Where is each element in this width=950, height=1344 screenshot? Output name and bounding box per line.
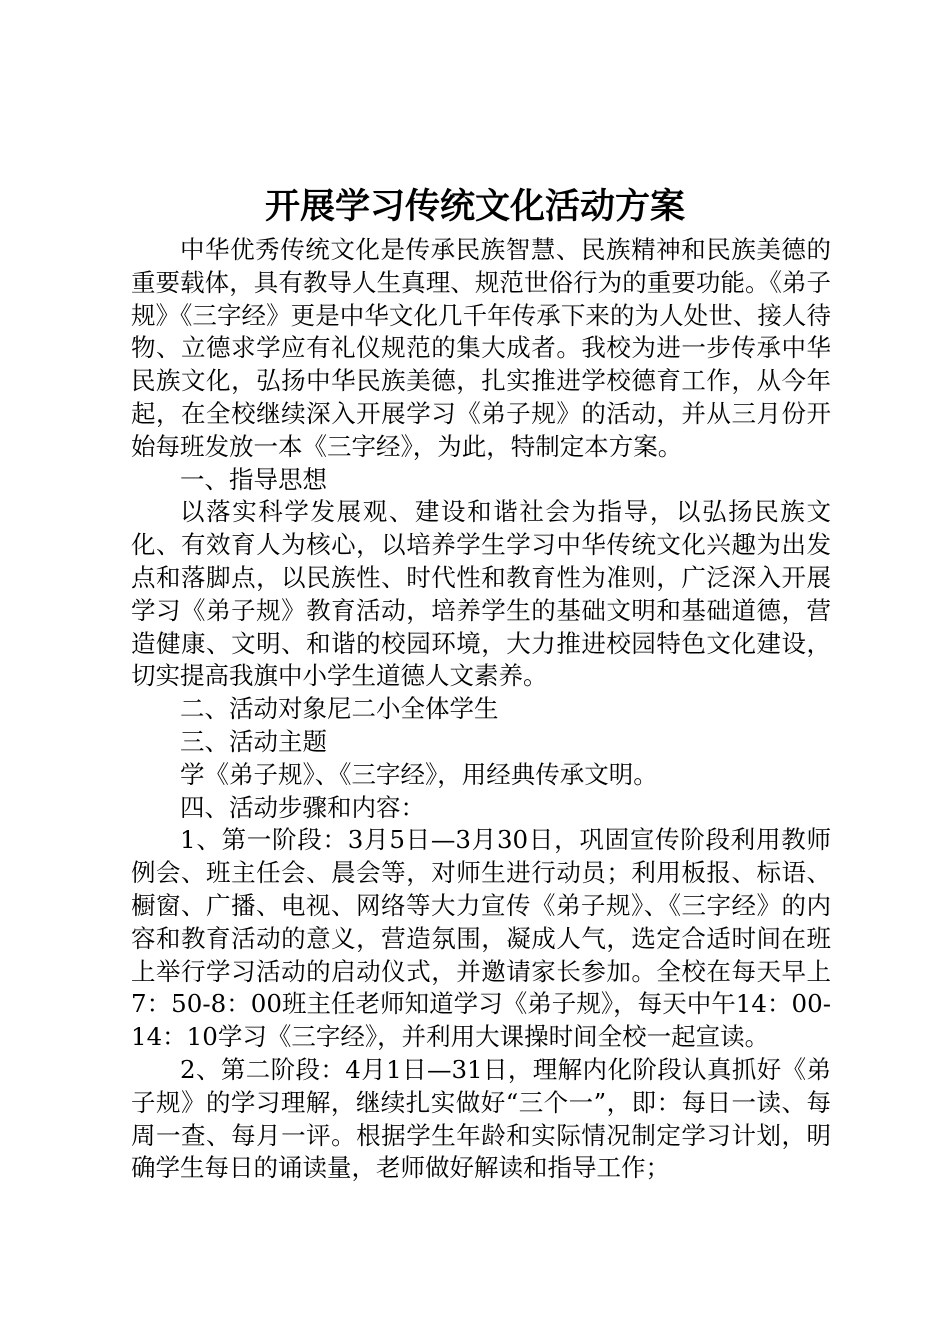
paragraph-activity-theme: 学《弟子规》、《三字经》，用经典传承文明。 (180, 759, 658, 789)
paragraph-intro: 中华优秀传统文化是传承民族智慧、民族精神和民族美德的重要载体，具有教导人生真理、规范世俗行为的重要功能。《弟子规》《三字经》更是中华文化几千年传承下来的为人处世、接人待物、立德求学应有礼仪规范的集大成者。我校为进一步传承中华民族文化，弘扬中华民族美德，扎实推进学校德育工作，从今年起，在全校继续深入开展学习《弟子规》的活动，并从三月份开始每班发放一本《三字经》，为此，特制定本方案。 (131, 235, 831, 461)
heading-activity-target: 二、活动对象尼二小全体学生 (180, 694, 499, 724)
paragraph-guiding-ideology: 以落实科学发展观、建设和谐社会为指导，以弘扬民族文化、有效育人为核心，以培养学生学习中华传统文化兴趣为出发点和落脚点，以民族性、时代性和教育性为准则，广泛深入开展学习《弟子规》教育活动，培养学生的基础文明和基础道德，营造健康、文明、和谐的校园环境，大力推进校园特色文化建设，切实提高我旗中小学生道德人文素养。 (131, 497, 831, 691)
heading-activity-theme: 三、活动主题 (180, 726, 327, 756)
paragraph-stage-one: 1、第一阶段：3月5日—3月30日，巩固宣传阶段利用教师例会、班主任会、晨会等，对师生进行动员；利用板报、标语、橱窗、广播、电视、网络等大力宣传《弟子规》、《三字经》的内容和教育活动的意义，营造氛围，凝成人气，选定合适时间在班上举行学习活动的启动仪式，并邀请家长参加。全校在每天早上7：50-8：00班主任老师知道学习《弟子规》，每天中午14：00-14：10学习《三字经》，并利用大课操时间全校一起宣读。 (131, 825, 831, 1052)
heading-guiding-ideology: 一、指导思想 (180, 464, 327, 494)
document-title: 开展学习传统文化活动方案 (264, 187, 685, 227)
paragraph-stage-two: 2、第二阶段：4月1日—31日，理解内化阶段认真抓好《弟子规》的学习理解，继续扎实做好“三个一”，即：每日一读、每周一查、每月一评。根据学生年龄和实际情况制定学习计划，明确学生每日的诵读量，老师做好解读和指导工作； (131, 1054, 831, 1183)
heading-activity-steps: 四、活动步骤和内容： (180, 792, 425, 822)
document-body (131, 234, 831, 1185)
